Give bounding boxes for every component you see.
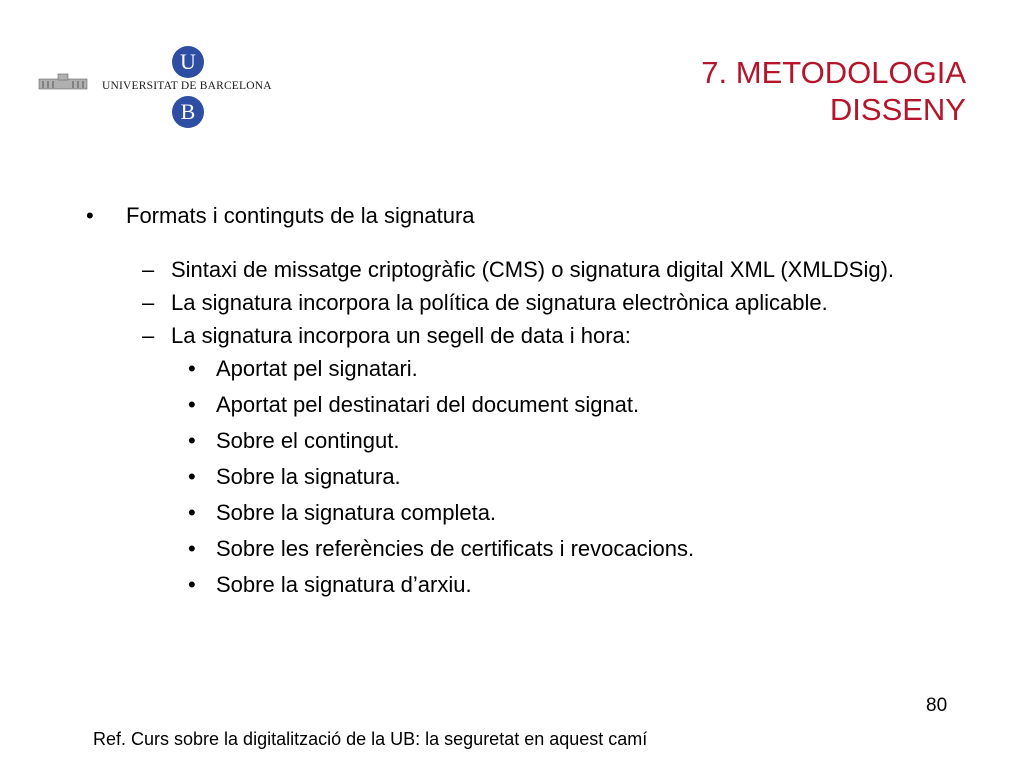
list-item-text: Sobre el contingut. xyxy=(216,428,400,453)
bullet-marker: • xyxy=(188,464,196,489)
bullet-marker: • xyxy=(188,536,196,561)
sub-bullet-list xyxy=(142,255,938,350)
list-item xyxy=(188,498,938,527)
slide-content xyxy=(86,202,938,606)
sub-bullet-item xyxy=(142,255,938,284)
dash-marker: – xyxy=(142,323,155,348)
bullet-marker: • xyxy=(188,392,196,417)
bullet-level1 xyxy=(86,202,938,229)
university-logo xyxy=(38,46,278,130)
list-item xyxy=(188,390,938,419)
list-item xyxy=(188,426,938,455)
logo-letter-b: B xyxy=(172,96,204,128)
page-number: 80 xyxy=(926,695,948,716)
sub-sub-bullet-list xyxy=(188,354,938,599)
sub-bullet-text: La signatura incorpora la política de signatura electrònica aplicable. xyxy=(171,290,828,315)
list-item xyxy=(188,534,938,563)
list-item xyxy=(188,354,938,383)
list-item-text: Sobre la signatura d’arxiu. xyxy=(216,572,472,597)
building-icon xyxy=(38,72,88,90)
bullet-marker: • xyxy=(188,572,196,597)
logo-wordmark: UNIVERSITAT DE BARCELONA xyxy=(102,80,272,92)
bullet-marker: • xyxy=(86,203,94,228)
sub-bullet-text: Sintaxi de missatge criptogràfic (CMS) o signatura digital XML (XMLDSig). xyxy=(171,257,895,282)
list-item-text: Aportat pel signatari. xyxy=(216,356,418,381)
bullet-marker: • xyxy=(188,356,196,381)
logo-letter-u: U xyxy=(172,46,204,78)
sub-bullet-item xyxy=(142,321,938,350)
dash-marker: – xyxy=(142,290,155,315)
list-item-text: Sobre la signatura completa. xyxy=(216,500,497,525)
bullet-marker: • xyxy=(188,428,196,453)
list-item xyxy=(188,570,938,599)
list-item xyxy=(188,462,938,491)
footer-reference: Ref. Curs sobre la digitalització de la UB: la seguretat en aquest camí xyxy=(93,729,648,749)
list-item-text: Sobre les referències de certificats i revocacions. xyxy=(216,536,695,561)
bullet-marker: • xyxy=(188,500,196,525)
slide-title-line-1: 7. METODOLOGIA xyxy=(701,55,966,90)
slide-title xyxy=(701,54,966,128)
dash-marker: – xyxy=(142,257,155,282)
bullet-text: Formats i continguts de la signatura xyxy=(126,203,475,228)
sub-bullet-text: La signatura incorpora un segell de data i hora: xyxy=(171,323,631,348)
slide-title-line-2: DISSENY xyxy=(829,92,966,127)
sub-bullet-item xyxy=(142,288,938,317)
list-item-text: Sobre la signatura. xyxy=(216,464,401,489)
list-item-text: Aportat pel destinatari del document signat. xyxy=(216,392,640,417)
